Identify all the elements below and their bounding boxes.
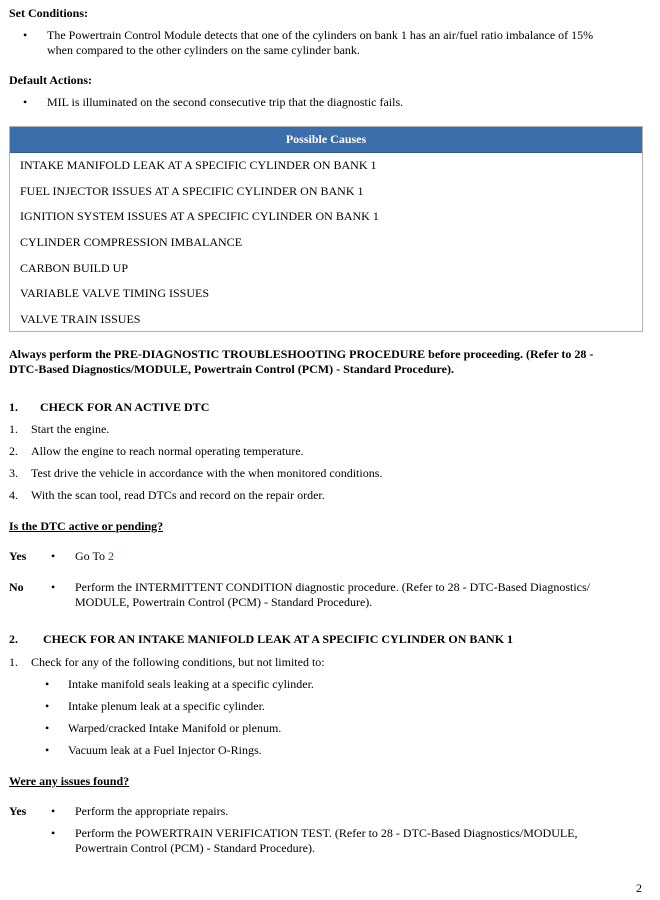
step1-number: 1. — [9, 400, 18, 414]
cause-row: CARBON BUILD UP — [20, 260, 129, 275]
default-actions-text: MIL is illuminated on the second consecutive trip that the diagnostic fails. — [47, 95, 404, 109]
goto-text: Go To — [75, 549, 105, 563]
condition-item: Intake plenum leak at a specific cylinder. — [68, 699, 265, 713]
cause-row: INTAKE MANIFOLD LEAK AT A SPECIFIC CYLINDER ON BANK 1 — [20, 158, 377, 172]
bullet-dot: • — [51, 580, 56, 594]
set-conditions-text-line1: The Powertrain Control Module detects that one of the cylinders on bank 1 has an air/fuel ratio imbalance of 15% — [47, 28, 594, 42]
cause-row: FUEL INJECTOR ISSUES AT A SPECIFIC CYLINDER ON BANK 1 — [20, 183, 364, 198]
yes-label: Yes — [9, 804, 27, 818]
bullet-dot: • — [45, 699, 50, 713]
bullet-dot: • — [51, 549, 56, 563]
bullet-dot: • — [45, 743, 50, 757]
substep-number: 1. — [9, 422, 18, 436]
substep-number: 3. — [9, 466, 18, 480]
bullet-dot: • — [45, 721, 50, 735]
step2-title: CHECK FOR AN INTAKE MANIFOLD LEAK AT A SPECIFIC CYLINDER ON BANK 1 — [43, 632, 514, 646]
no-action-line2: MODULE, Powertrain Control (PCM) - Standard Procedure). — [75, 595, 373, 609]
set-conditions-text-line2: when compared to the other cylinders on the same cylinder bank. — [47, 43, 360, 57]
step2-question: Were any issues found? — [9, 774, 130, 788]
page-number: 2 — [636, 881, 642, 895]
substep-text: Allow the engine to reach normal operating temperature. — [31, 444, 304, 458]
substep-text: With the scan tool, read DTCs and record on the repair order. — [31, 488, 325, 502]
bullet-dot: • — [23, 95, 28, 109]
goto-step-2-link[interactable]: 2 — [107, 549, 114, 563]
no-action-line1: Perform the INTERMITTENT CONDITION diagnostic procedure. (Refer to 28 - DTC-Based Diagnostics/ — [75, 580, 590, 594]
default-actions-heading: Default Actions: — [9, 73, 92, 87]
step2-number: 2. — [9, 632, 18, 646]
cause-row: VARIABLE VALVE TIMING ISSUES — [20, 286, 210, 301]
step1-question: Is the DTC active or pending? — [9, 519, 164, 533]
possible-causes-header: Possible Causes — [10, 127, 642, 153]
yes-action-2-line2: Powertrain Control (PCM) - Standard Procedure). — [75, 841, 315, 855]
yes-action-2-line1: Perform the POWERTRAIN VERIFICATION TEST. (Refer to 28 - DTC-Based Diagnostics/MODULE, — [75, 826, 578, 840]
yes-label: Yes — [9, 549, 27, 563]
condition-item: Vacuum leak at a Fuel Injector O-Rings. — [68, 743, 262, 757]
substep-number: 2. — [9, 444, 18, 458]
cause-row: CYLINDER COMPRESSION IMBALANCE — [20, 235, 243, 250]
bullet-dot: • — [51, 826, 56, 840]
substep-text: Start the engine. — [31, 422, 110, 436]
condition-item: Intake manifold seals leaking at a specific cylinder. — [68, 677, 314, 691]
substep-text: Test drive the vehicle in accordance with the when monitored conditions. — [31, 466, 383, 480]
substep-number: 4. — [9, 488, 18, 502]
bullet-dot: • — [23, 28, 28, 42]
procedure-note-line2: DTC-Based Diagnostics/MODULE, Powertrain Control (PCM) - Standard Procedure). — [9, 362, 454, 376]
no-label: No — [9, 580, 24, 594]
substep-text: Check for any of the following conditions, but not limited to: — [31, 655, 325, 669]
bullet-dot: • — [45, 677, 50, 691]
substep-number: 1. — [9, 655, 18, 669]
cause-row: VALVE TRAIN ISSUES — [20, 312, 141, 327]
set-conditions-heading: Set Conditions: — [9, 6, 89, 20]
possible-causes-table — [9, 126, 643, 332]
yes-action — [75, 549, 114, 564]
condition-item: Warped/cracked Intake Manifold or plenum. — [68, 721, 282, 735]
procedure-note-line1: Always perform the PRE-DIAGNOSTIC TROUBLESHOOTING PROCEDURE before proceeding. (Refer to 28 - — [9, 347, 594, 361]
yes-action-1: Perform the appropriate repairs. — [75, 804, 229, 818]
cause-row: IGNITION SYSTEM ISSUES AT A SPECIFIC CYLINDER ON BANK 1 — [20, 209, 379, 224]
bullet-dot: • — [51, 804, 56, 818]
step1-title: CHECK FOR AN ACTIVE DTC — [40, 400, 210, 414]
